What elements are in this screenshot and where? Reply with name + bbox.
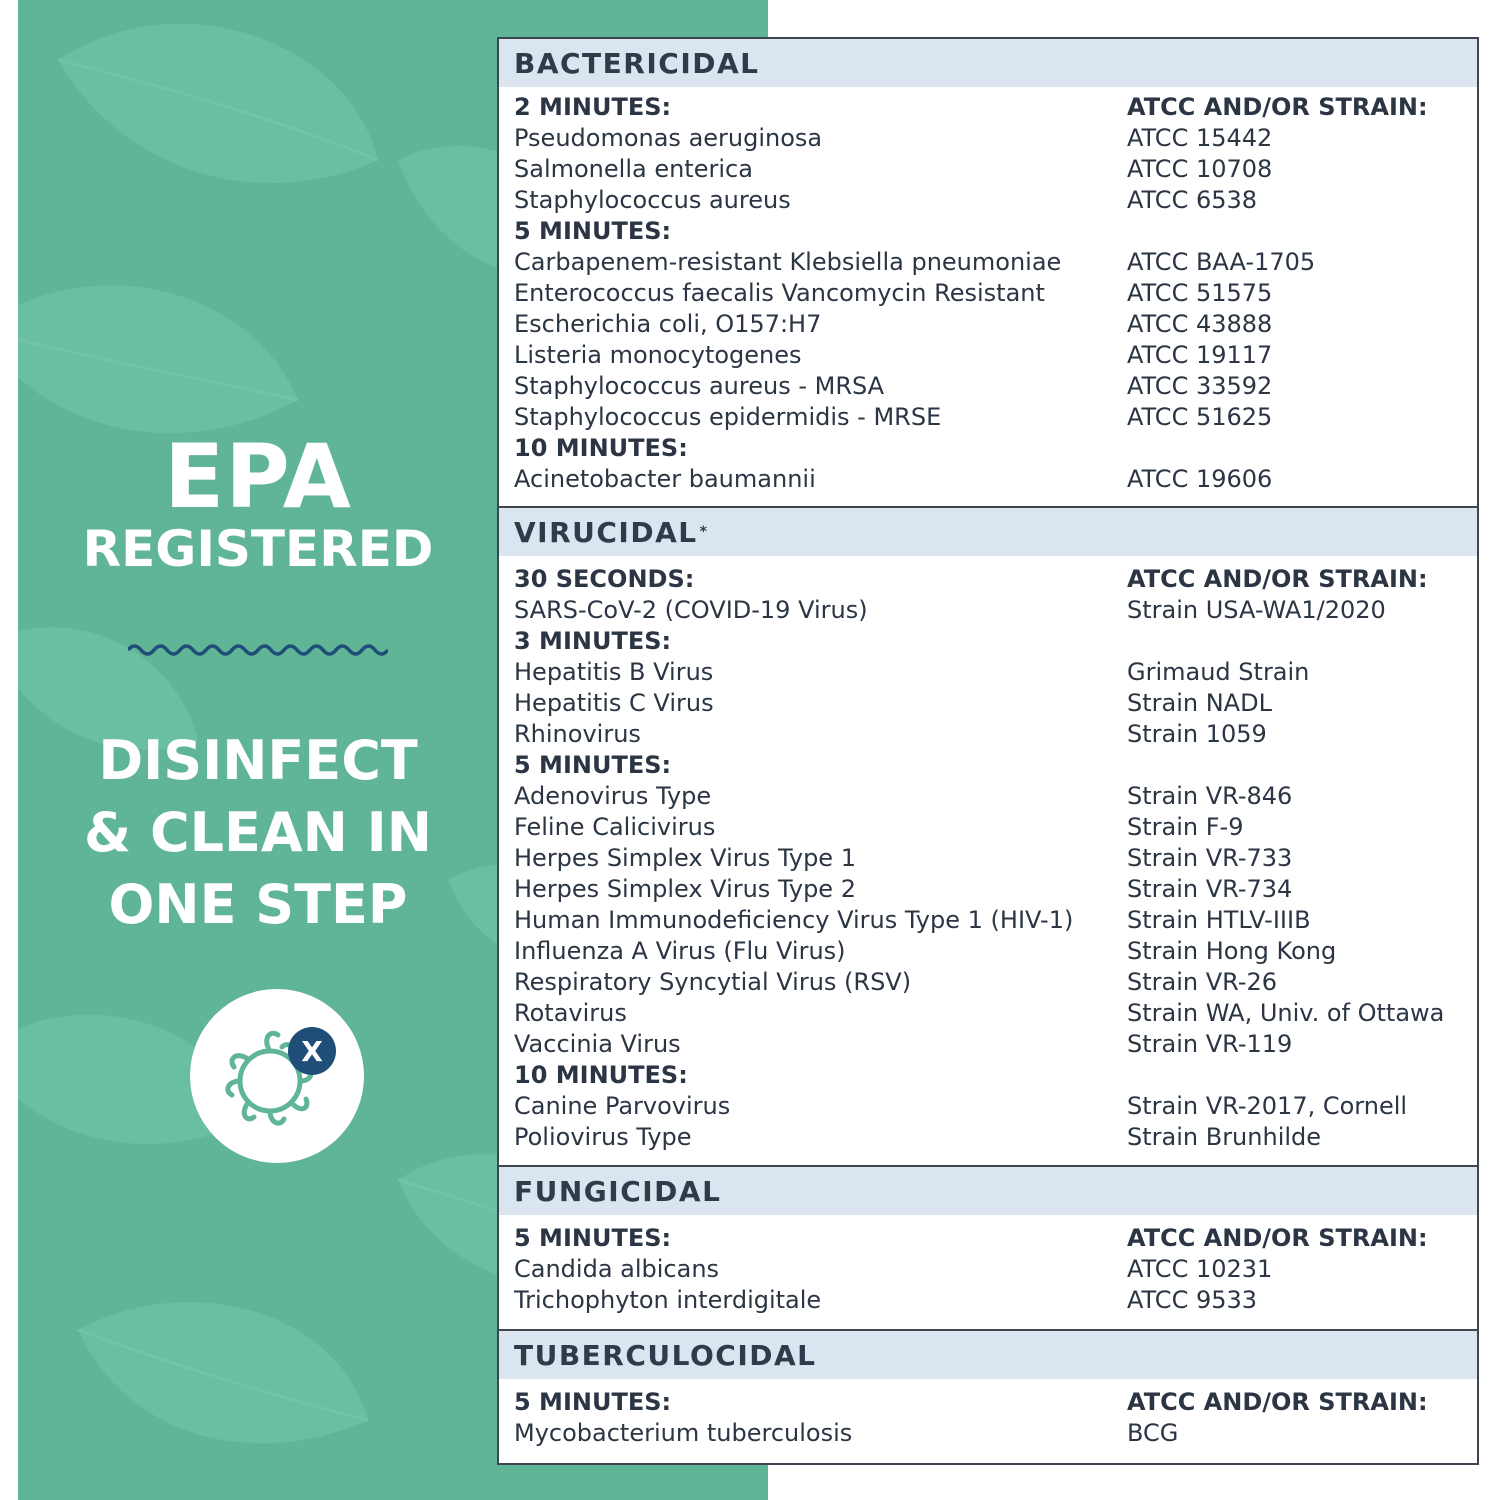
organism-row — [499, 123, 1477, 154]
organism-row — [499, 905, 1477, 936]
organism-name: Herpes Simplex Virus Type 2 — [514, 875, 856, 903]
badge-letter: X — [301, 1035, 323, 1068]
organism-name: Feline Calicivirus — [514, 813, 716, 841]
organism-name: Vaccinia Virus — [514, 1030, 681, 1058]
organism-row — [499, 464, 1477, 495]
contact-time-label: 3 MINUTES: — [514, 627, 672, 655]
contact-time-label: 5 MINUTES: — [514, 1388, 672, 1416]
organism-row — [499, 402, 1477, 433]
organism-name: Herpes Simplex Virus Type 1 — [514, 844, 856, 872]
strain-value: ATCC 19117 — [1127, 341, 1273, 369]
organism-name: Escherichia coli, O157:H7 — [514, 310, 822, 338]
organism-name: Pseudomonas aeruginosa — [514, 124, 823, 152]
time-label-row — [499, 92, 1477, 123]
organism-name: Staphylococcus aureus — [514, 186, 791, 214]
organism-row — [499, 371, 1477, 402]
strain-value: Strain VR-733 — [1127, 844, 1293, 872]
organism-name: Staphylococcus epidermidis - MRSE — [514, 403, 942, 431]
organism-row — [499, 719, 1477, 750]
strain-value: ATCC 51575 — [1127, 279, 1273, 307]
strain-value: ATCC 10231 — [1127, 1255, 1273, 1283]
organism-row — [499, 309, 1477, 340]
organism-row — [499, 657, 1477, 688]
organism-name: Influenza A Virus (Flu Virus) — [514, 937, 846, 965]
time-label-row — [499, 1223, 1477, 1254]
section-fungicidal — [499, 1167, 1477, 1316]
contact-time-label: 5 MINUTES: — [514, 217, 672, 245]
organism-row — [499, 1285, 1477, 1316]
section-heading: BACTERICIDAL — [499, 39, 1477, 87]
strain-value: Strain 1059 — [1127, 720, 1267, 748]
strain-value: ATCC BAA-1705 — [1127, 248, 1316, 276]
organism-name: Rotavirus — [514, 999, 627, 1027]
time-label-row — [499, 1060, 1477, 1091]
strain-value: ATCC 10708 — [1127, 155, 1273, 183]
organism-name: Trichophyton interdigitale — [514, 1286, 822, 1314]
time-label-row — [499, 564, 1477, 595]
strain-value: Strain VR-26 — [1127, 968, 1278, 996]
organism-name: Rhinovirus — [514, 720, 641, 748]
organism-row — [499, 278, 1477, 309]
tagline-line-3: ONE STEP — [108, 873, 408, 936]
time-label-row — [499, 750, 1477, 781]
organism-row — [499, 1418, 1477, 1449]
efficacy-table — [497, 37, 1479, 1465]
organism-row — [499, 185, 1477, 216]
section-virucidal — [499, 508, 1477, 1153]
organism-name: Enterococcus faecalis Vancomycin Resistant — [514, 279, 1045, 307]
strain-column-header: ATCC AND/OR STRAIN: — [1127, 93, 1428, 121]
epa-subtitle: REGISTERED — [82, 520, 434, 578]
badge — [190, 989, 364, 1163]
organism-row — [499, 998, 1477, 1029]
organism-row — [499, 340, 1477, 371]
virus-x-icon — [190, 989, 364, 1163]
organism-row — [499, 688, 1477, 719]
organism-name: Respiratory Syncytial Virus (RSV) — [514, 968, 912, 996]
section-rows — [499, 1215, 1477, 1316]
organism-name: Canine Parvovirus — [514, 1092, 731, 1120]
organism-row — [499, 874, 1477, 905]
organism-name: SARS-CoV-2 (COVID-19 Virus) — [514, 596, 868, 624]
organism-name: Listeria monocytogenes — [514, 341, 802, 369]
time-label-row — [499, 216, 1477, 247]
organism-row — [499, 1254, 1477, 1285]
organism-row — [499, 1091, 1477, 1122]
contact-time-label: 2 MINUTES: — [514, 93, 672, 121]
strain-value: ATCC 19606 — [1127, 465, 1273, 493]
strain-value: ATCC 43888 — [1127, 310, 1273, 338]
time-label-row — [499, 433, 1477, 464]
strain-value: Strain WA, Univ. of Ottawa — [1127, 999, 1445, 1027]
tagline-line-1: DISINFECT — [98, 729, 418, 792]
contact-time-label: 10 MINUTES: — [514, 1061, 688, 1089]
strain-value: Strain VR-2017, Cornell — [1127, 1092, 1408, 1120]
strain-value: Grimaud Strain — [1127, 658, 1310, 686]
strain-value: ATCC 6538 — [1127, 186, 1258, 214]
organism-row — [499, 1122, 1477, 1153]
strain-value: ATCC 15442 — [1127, 124, 1273, 152]
section-bactericidal — [499, 39, 1477, 495]
contact-time-label: 5 MINUTES: — [514, 751, 672, 779]
strain-value: Strain VR-119 — [1127, 1030, 1293, 1058]
time-label-row — [499, 626, 1477, 657]
section-rows — [499, 556, 1477, 1153]
strain-value: ATCC 51625 — [1127, 403, 1273, 431]
section-heading: TUBERCULOCIDAL — [499, 1331, 1477, 1379]
tagline — [18, 725, 498, 941]
organism-row — [499, 843, 1477, 874]
strain-value: Strain VR-846 — [1127, 782, 1293, 810]
organism-name: Mycobacterium tuberculosis — [514, 1419, 853, 1447]
section-heading: FUNGICIDAL — [499, 1167, 1477, 1215]
contact-time-label: 5 MINUTES: — [514, 1224, 672, 1252]
strain-value: BCG — [1127, 1419, 1179, 1447]
organism-name: Hepatitis B Virus — [514, 658, 714, 686]
section-rows — [499, 87, 1477, 495]
strain-value: ATCC 33592 — [1127, 372, 1273, 400]
strain-value: Strain Hong Kong — [1127, 937, 1337, 965]
strain-value: Strain NADL — [1127, 689, 1272, 717]
organism-name: Staphylococcus aureus - MRSA — [514, 372, 885, 400]
organism-row — [499, 1029, 1477, 1060]
wave-divider-icon — [128, 640, 388, 660]
organism-row — [499, 781, 1477, 812]
time-label-row — [499, 1387, 1477, 1418]
section-tuberculocidal — [499, 1331, 1477, 1449]
organism-name: Acinetobacter baumannii — [514, 465, 816, 493]
tagline-line-2: & CLEAN IN — [84, 801, 432, 864]
strain-value: Strain HTLV-IIIB — [1127, 906, 1311, 934]
strain-value: Strain USA-WA1/2020 — [1127, 596, 1386, 624]
organism-name: Candida albicans — [514, 1255, 720, 1283]
organism-name: Human Immunodeficiency Virus Type 1 (HIV-1) — [514, 906, 1074, 934]
section-heading — [499, 508, 1477, 556]
strain-column-header: ATCC AND/OR STRAIN: — [1127, 1224, 1428, 1252]
organism-name: Salmonella enterica — [514, 155, 753, 183]
contact-time-label: 30 SECONDS: — [514, 565, 695, 593]
section-rows — [499, 1379, 1477, 1449]
organism-name: Adenovirus Type — [514, 782, 712, 810]
strain-value: ATCC 9533 — [1127, 1286, 1258, 1314]
organism-row — [499, 936, 1477, 967]
section-heading-text: VIRUCIDAL — [514, 515, 698, 549]
strain-value: Strain F-9 — [1127, 813, 1244, 841]
organism-name: Carbapenem-resistant Klebsiella pneumoniae — [514, 248, 1062, 276]
organism-row — [499, 595, 1477, 626]
organism-row — [499, 247, 1477, 278]
footnote-mark: * — [699, 524, 709, 540]
epa-title: EPA — [164, 425, 352, 528]
strain-value: Strain VR-734 — [1127, 875, 1293, 903]
organism-name: Hepatitis C Virus — [514, 689, 714, 717]
strain-column-header: ATCC AND/OR STRAIN: — [1127, 565, 1428, 593]
organism-row — [499, 812, 1477, 843]
organism-name: Poliovirus Type — [514, 1123, 692, 1151]
strain-column-header: ATCC AND/OR STRAIN: — [1127, 1388, 1428, 1416]
strain-value: Strain Brunhilde — [1127, 1123, 1322, 1151]
contact-time-label: 10 MINUTES: — [514, 434, 688, 462]
organism-row — [499, 967, 1477, 998]
organism-row — [499, 154, 1477, 185]
